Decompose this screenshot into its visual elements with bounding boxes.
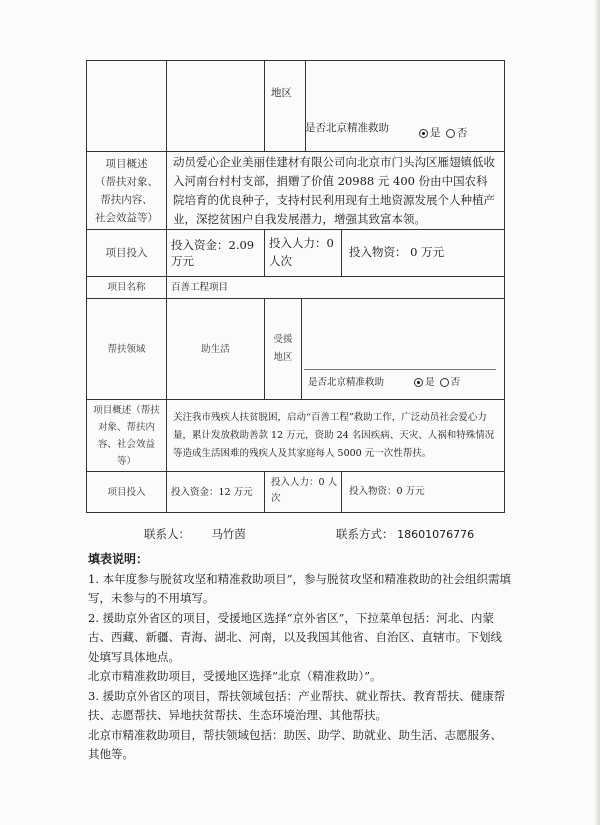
- fund-value-2: 投入资金：12 万元: [167, 472, 265, 513]
- project-name-value: 百善工程项目: [167, 277, 505, 299]
- people-value-1: 投入人力：0 人次: [269, 236, 334, 268]
- yes-label-2: 是: [425, 377, 435, 388]
- instruction-line: 1. 本年度参与脱贫攻坚和精准救助项目”，参与脱贫攻坚和精准救助的社会组织需填写，未参与的不用填写。: [88, 571, 512, 605]
- material-value-1: 投入物资： 0 万元: [349, 245, 445, 259]
- instruction-line: 2. 援助京外省区的项目，受援地区选择“京外省区”，下拉菜单包括：河北、内蒙古、西藏、新疆、青海、湖北、河南，以及我国其他省、自治区、直辖市。下划线处填写具体地点。: [88, 610, 502, 664]
- instructions-heading: 填表说明：: [88, 552, 149, 566]
- overview-text-1: 动员爱心企业美丽佳建材有限公司向北京市门头沟区雁翅镇低收入河南台村村支部，捐赠了价值 20988 元 400 份由中国农科院培育的优良种子，支持村民利用现有土地资源发展个人种植产业，深挖贫困户自我发展潜力，增强其致富本领。: [167, 152, 505, 230]
- fill-instructions: [88, 550, 513, 765]
- overview-row-2: [87, 400, 505, 472]
- overview-text-2: 关注我市残疾人扶贫脱困，启动“百善工程”救助工作，广泛动员社会爱心力量，累计发放救助善款 12 万元，资助 24 名因疾病、天灾、人祸和特殊情况等造成生活困难的残疾人及其家庭每人 5000 元一次性帮扶。: [167, 400, 505, 472]
- no-label: 否: [456, 127, 468, 139]
- people-material-cell-1: [265, 230, 505, 277]
- people-value-2: 投入人力：0 人次: [271, 477, 338, 504]
- no-radio[interactable]: [446, 129, 455, 138]
- field-label: 帮扶领域: [87, 299, 167, 400]
- yes-radio[interactable]: [419, 129, 428, 138]
- no-radio-2[interactable]: [440, 378, 449, 387]
- yes-label: 是: [430, 127, 441, 139]
- empty-cell: [87, 61, 167, 152]
- investment-row-2: [87, 472, 505, 513]
- overview-label-1: 项目概述 （帮扶对象、 帮扶内容、 社会效益等）: [87, 152, 167, 230]
- fund-value-1: 投入资金：2.09 万元: [167, 230, 265, 277]
- investment-label-2: 项目投入: [87, 472, 167, 513]
- field-region-row: [87, 299, 505, 400]
- instruction-line: 北京市精准救助项目，帮扶领域包括：助医、助学、助就业、助生活、志愿服务、其他等。: [88, 727, 502, 761]
- precision-label: 是否北京精准救助: [305, 122, 389, 134]
- region-label-2: 受援 地区: [265, 299, 302, 400]
- project-name-label: 项目名称: [87, 277, 167, 299]
- material-value-2: 投入物资：0 万元: [349, 486, 425, 497]
- page-edge-shadow: [594, 0, 600, 825]
- people-material-cell-2: [265, 472, 505, 513]
- contact-phone: 18601076776: [397, 528, 475, 541]
- contact-method-label: 联系方式：: [336, 527, 394, 541]
- region-label: 地区: [271, 87, 292, 99]
- overview-row-1: [87, 152, 505, 230]
- overview-label-2: 项目概述（帮扶 对象、帮扶内 容、社会效益 等）: [87, 400, 167, 472]
- instruction-line: 北京市精准救助项目，受援地区选择“北京（精准救助）”。: [88, 669, 382, 683]
- no-label-2: 否: [450, 377, 461, 388]
- empty-cell: [167, 61, 265, 152]
- region-cell-1: [265, 61, 505, 152]
- region-row-1: [87, 61, 505, 152]
- contact-method: [336, 526, 474, 542]
- contact-person: [144, 526, 246, 542]
- project-form-table: [86, 60, 505, 513]
- region-value-cell-2: [302, 299, 505, 400]
- contact-person-label: 联系人：: [144, 527, 190, 541]
- instruction-line: 3. 援助京外省区的项目，帮扶领域包括：产业帮扶、就业帮扶、教育帮扶、健康帮扶、志愿帮扶、异地扶贫帮扶、生态环境治理、其他帮扶。: [88, 688, 506, 722]
- investment-row-1: [87, 230, 505, 277]
- yes-radio-2[interactable]: [414, 378, 423, 387]
- field-value: 助生活: [167, 299, 265, 400]
- precision-label-2: 是否北京精准救助: [308, 377, 385, 388]
- contact-person-name: 马竹茵: [211, 527, 246, 541]
- project-name-row: [87, 277, 505, 299]
- investment-label-1: 项目投入: [87, 230, 167, 277]
